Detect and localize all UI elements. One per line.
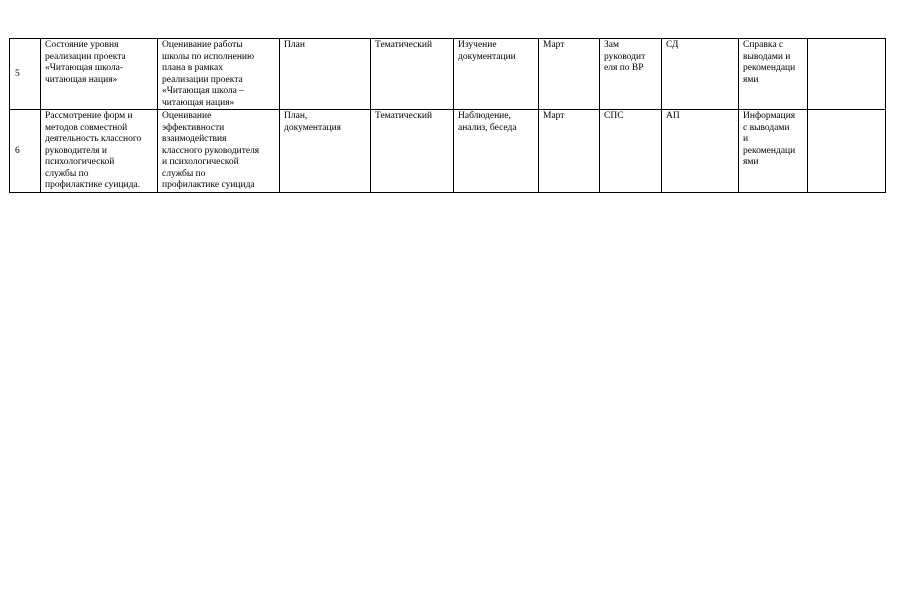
cell-line: Наблюдение,: [458, 111, 511, 121]
cell-line: читающая нация»: [45, 74, 118, 85]
cell-line: Рассмотрение форм и: [45, 111, 133, 121]
table-row: [10, 110, 886, 193]
responsible-cell: [600, 110, 662, 193]
control-type-cell: [371, 110, 454, 193]
month-cell: [539, 110, 600, 193]
control-type-cell: [371, 39, 454, 110]
cell-line: взаимодействия: [162, 134, 227, 144]
cell-line: службы по: [45, 168, 89, 179]
cell-line: рекомендаци: [743, 63, 796, 73]
cell-line: плана в рамках: [162, 63, 223, 73]
cell-line: План,: [284, 111, 308, 121]
cell-line: Тематический: [375, 111, 433, 121]
cell-line: и: [743, 134, 749, 144]
row-number: 5: [15, 68, 20, 79]
cell-line: ями: [743, 157, 759, 167]
cell-line: «Читающая школа-: [45, 63, 124, 73]
object-cell: [280, 39, 371, 110]
review-place-cell: [662, 39, 739, 110]
cell-line: с выводами: [743, 122, 790, 133]
method-cell: [454, 39, 539, 110]
method-cell: [454, 110, 539, 193]
cell-line: классного руководителя: [162, 145, 260, 156]
row-number-cell: [10, 39, 41, 110]
topic-cell: [41, 39, 158, 110]
topic-cell: [41, 110, 158, 193]
table-row: [10, 39, 886, 110]
table-body: [10, 39, 886, 193]
cell-line: еля по ВР: [604, 63, 644, 73]
cell-line: АП: [666, 111, 680, 121]
cell-line: психологической: [45, 157, 115, 167]
note-cell: [808, 39, 886, 110]
cell-line: профилактике суицида: [162, 180, 255, 190]
result-cell: [739, 110, 808, 193]
cell-line: Состояние уровня: [45, 40, 119, 50]
cell-line: СД: [666, 40, 679, 50]
cell-line: читающая нация»: [162, 97, 235, 108]
responsible-cell: [600, 39, 662, 110]
cell-line: Март: [543, 111, 565, 121]
row-number-cell: [10, 110, 41, 193]
cell-line: Оценивание работы: [162, 40, 243, 50]
cell-line: Оценивание: [162, 111, 212, 121]
goal-cell: [158, 110, 280, 193]
cell-line: выводами и: [743, 51, 791, 62]
result-cell: [739, 39, 808, 110]
cell-line: руководит: [604, 51, 646, 62]
cell-line: анализ, беседа: [458, 122, 517, 133]
cell-line: школы по исполнению: [162, 51, 255, 62]
object-cell: [280, 110, 371, 193]
cell-line: деятельность классного: [45, 134, 142, 144]
cell-line: Март: [543, 40, 565, 50]
cell-line: эффективности: [162, 122, 225, 133]
review-place-cell: [662, 110, 739, 193]
cell-line: службы по: [162, 168, 206, 179]
cell-line: Справка с: [743, 40, 784, 50]
row-number: 6: [15, 145, 20, 156]
cell-line: Тематический: [375, 40, 433, 50]
cell-line: Зам: [604, 40, 619, 50]
cell-line: и психологической: [162, 157, 239, 167]
cell-line: документация: [284, 122, 342, 133]
cell-line: Изучение: [458, 40, 497, 50]
cell-line: реализации проекта: [162, 74, 243, 85]
cell-line: методов совместной: [45, 122, 128, 133]
cell-line: План: [284, 40, 305, 50]
cell-line: реализации проекта: [45, 51, 126, 62]
note-cell: [808, 110, 886, 193]
cell-line: руководителя и: [45, 145, 108, 156]
cell-line: Информация: [743, 111, 796, 121]
cell-line: документации: [458, 51, 516, 62]
cell-line: «Читающая школа –: [162, 86, 245, 96]
cell-line: профилактике суицида.: [45, 180, 140, 190]
goal-cell: [158, 39, 280, 110]
cell-line: рекомендаци: [743, 145, 796, 156]
cell-line: СПС: [604, 111, 624, 121]
month-cell: [539, 39, 600, 110]
cell-line: ями: [743, 74, 759, 85]
control-plan-table: [9, 38, 886, 193]
